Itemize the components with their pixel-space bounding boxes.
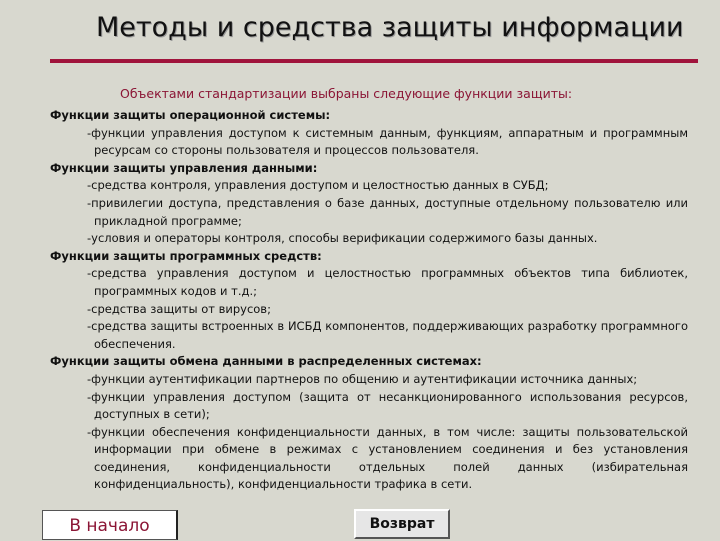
back-button[interactable]: Возврат <box>354 509 450 539</box>
list-item: -условия и операторы контроля, способы верификации содержимого базы данных. <box>87 231 598 246</box>
list-item: -средства защиты от вирусов; <box>87 301 271 316</box>
slide-title: Методы и средства защиты информации <box>96 12 684 43</box>
list-item: -средства контроля, управления доступом и целостностью данных в СУБД; <box>87 178 549 193</box>
list-item: -привилегии доступа, представления о базе данных, доступные отдельному пользователю или прикладной программе; <box>87 195 688 228</box>
title-divider <box>50 59 698 63</box>
slide-subtitle: Объектами стандартизации выбраны следующие функции защиты: <box>120 86 573 101</box>
section-distributed-exchange <box>50 353 688 494</box>
section-title: Функции защиты управления данными: <box>50 160 318 175</box>
list-item: -функции управления доступом к системным данным, функциям, аппаратным и программным ресурсам со стороны пользователя и процессов пользователя. <box>87 125 688 158</box>
list-item: -функции управления доступом (защита от несанкционированного использования ресурсов, доступных в сети); <box>87 389 688 422</box>
list-item: -средства защиты встроенных в ИСБД компонентов, поддерживающих разработку программного обеспечения. <box>87 319 688 351</box>
content-body <box>50 107 688 494</box>
section-title: Функции защиты программных средств: <box>50 248 322 263</box>
section-data-management <box>50 160 688 248</box>
section-title: Функции защиты операционной системы: <box>50 108 331 122</box>
section-title: Функции защиты обмена данными в распределенных системах: <box>50 354 482 369</box>
list-item: -функции аутентификации партнеров по общению и аутентификации источника данных; <box>87 371 638 386</box>
go-to-start-button[interactable]: В начало <box>42 510 178 540</box>
section-software <box>50 248 688 354</box>
list-item: -функции обеспечения конфиденциальности данных, в том числе: защиты пользовательской информации при обмене в режимах с установлением соединения и без установления соединения, конфиденциальности отдельных полей данных (избирательная конфиденциальность), конфиденциальности трафика в сети. <box>87 424 688 492</box>
list-item: -средства управления доступом и целостностью программных объектов типа библиотек, программных кодов и т.д.; <box>87 266 688 298</box>
section-os <box>50 107 688 160</box>
